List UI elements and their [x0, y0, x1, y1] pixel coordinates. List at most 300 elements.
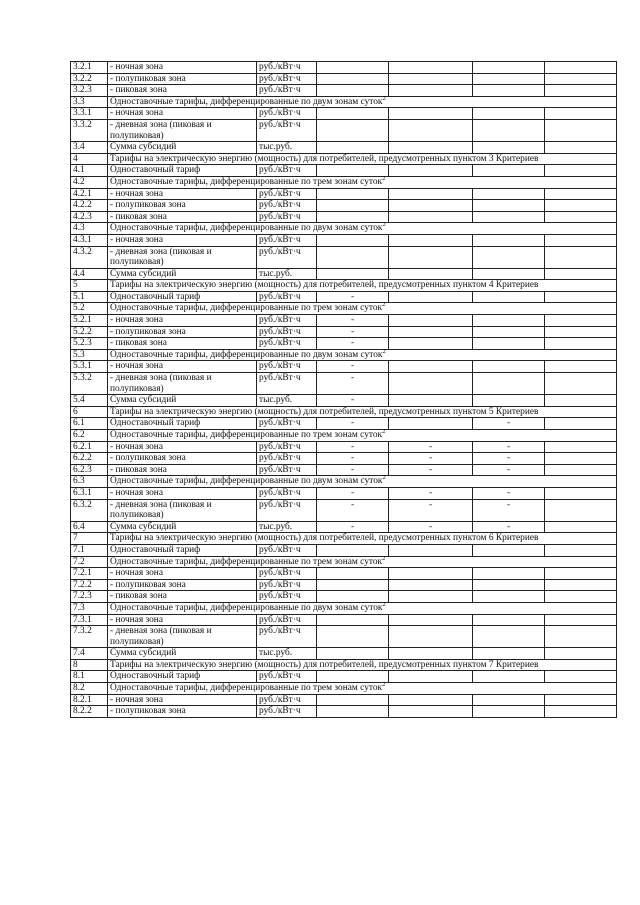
- row-number: 6.4: [71, 521, 108, 533]
- value-cell: [317, 544, 389, 556]
- tariff-table: [70, 61, 617, 718]
- section-title: [108, 427, 617, 442]
- value-cell: [389, 200, 473, 212]
- row-name: - полупиковая зона: [108, 73, 257, 85]
- table-row: [71, 579, 617, 591]
- row-number: 7.3.2: [71, 626, 108, 648]
- value-cell: [545, 487, 617, 499]
- table-row: [71, 119, 617, 141]
- row-number: 7.4: [71, 648, 108, 660]
- row-unit: руб./кВт·ч: [257, 499, 317, 521]
- value-cell: [389, 234, 473, 246]
- row-name: - ночная зона: [108, 614, 257, 626]
- value-cell: [473, 361, 545, 373]
- section-title: [108, 556, 617, 568]
- row-unit: тыс.руб.: [257, 268, 317, 280]
- value-cell: -: [473, 418, 545, 430]
- table-row: [71, 499, 617, 521]
- table-row: [71, 373, 617, 395]
- value-cell: -: [473, 499, 545, 521]
- value-cell: [545, 579, 617, 591]
- row-number: 6.2.2: [71, 453, 108, 465]
- value-cell: [545, 338, 617, 350]
- row-number: 8.1: [71, 671, 108, 683]
- value-cell: [545, 142, 617, 154]
- value-cell: [545, 648, 617, 660]
- value-cell: -: [389, 453, 473, 465]
- footnote-marker: 2: [382, 347, 386, 355]
- value-cell: [317, 211, 389, 223]
- row-name: - пиковая зона: [108, 591, 257, 603]
- row-number: 7: [71, 533, 108, 545]
- row-number: 6.2.3: [71, 464, 108, 476]
- table-row: [71, 108, 617, 120]
- row-unit: руб./кВт·ч: [257, 246, 317, 268]
- value-cell: -: [317, 315, 389, 327]
- section-row: [71, 223, 617, 235]
- row-number: 5: [71, 280, 108, 292]
- row-number: 8.2: [71, 683, 108, 695]
- row-number: 3.3.2: [71, 119, 108, 141]
- value-cell: [389, 648, 473, 660]
- value-cell: [545, 694, 617, 706]
- row-number: 3.3: [71, 96, 108, 108]
- footnote-marker: 2: [382, 94, 386, 102]
- value-cell: [473, 108, 545, 120]
- value-cell: [389, 119, 473, 141]
- value-cell: [545, 671, 617, 683]
- value-cell: -: [317, 373, 389, 395]
- value-cell: [317, 694, 389, 706]
- value-cell: [473, 246, 545, 268]
- row-unit: руб./кВт·ч: [257, 73, 317, 85]
- row-unit: руб./кВт·ч: [257, 694, 317, 706]
- table-row: [71, 188, 617, 200]
- row-number: 5.4: [71, 395, 108, 407]
- value-cell: [473, 73, 545, 85]
- section-title: [108, 476, 617, 488]
- section-row: [71, 556, 617, 568]
- value-cell: [473, 62, 545, 74]
- value-cell: [545, 315, 617, 327]
- row-number: 6.1: [71, 418, 108, 430]
- section-row: [71, 96, 617, 108]
- row-number: 4.2.2: [71, 200, 108, 212]
- row-number: 8.2.1: [71, 694, 108, 706]
- row-name: - полупиковая зона: [108, 326, 257, 338]
- row-unit: руб./кВт·ч: [257, 464, 317, 476]
- row-number: 5.3.1: [71, 361, 108, 373]
- row-name: - полупиковая зона: [108, 200, 257, 212]
- value-cell: [545, 453, 617, 465]
- value-cell: [473, 671, 545, 683]
- table-row: [71, 706, 617, 718]
- value-cell: [545, 234, 617, 246]
- row-unit: руб./кВт·ч: [257, 614, 317, 626]
- row-unit: руб./кВт·ч: [257, 211, 317, 223]
- table-row: [71, 211, 617, 223]
- row-unit: тыс.руб.: [257, 521, 317, 533]
- value-cell: [317, 188, 389, 200]
- section-title-text: Тарифы на электрическую энергию (мощность) для потребителей, предусмотренных пунктом 5 Критериев: [110, 406, 539, 417]
- section-title-text: Одноставочные тарифы, дифференцированные по двум зонам суток: [110, 223, 383, 234]
- table-row: [71, 361, 617, 373]
- section-title-text: Одноставочные тарифы, дифференцированные по двум зонам суток: [110, 349, 383, 360]
- row-name: Сумма субсидий: [108, 521, 257, 533]
- row-name: - ночная зона: [108, 568, 257, 580]
- table-row: [71, 671, 617, 683]
- value-cell: [473, 338, 545, 350]
- value-cell: -: [473, 487, 545, 499]
- value-cell: -: [389, 441, 473, 453]
- table-row: [71, 568, 617, 580]
- section-title: [108, 602, 617, 614]
- section-title: [108, 153, 617, 165]
- row-name: - ночная зона: [108, 441, 257, 453]
- section-title-text: Одноставочные тарифы, дифференцированные по трем зонам суток: [110, 176, 383, 187]
- value-cell: [389, 568, 473, 580]
- value-cell: -: [317, 487, 389, 499]
- row-name: - полупиковая зона: [108, 453, 257, 465]
- value-cell: [473, 395, 545, 407]
- value-cell: [545, 85, 617, 97]
- value-cell: [389, 694, 473, 706]
- value-cell: -: [317, 361, 389, 373]
- row-number: 6.2: [71, 430, 108, 442]
- value-cell: [389, 338, 473, 350]
- section-title: [108, 680, 617, 695]
- value-cell: [545, 626, 617, 648]
- row-name: - ночная зона: [108, 188, 257, 200]
- row-number: 7.2.2: [71, 579, 108, 591]
- value-cell: -: [389, 521, 473, 533]
- value-cell: -: [473, 453, 545, 465]
- row-unit: руб./кВт·ч: [257, 579, 317, 591]
- value-cell: [389, 579, 473, 591]
- table-row: [71, 268, 617, 280]
- value-cell: [389, 142, 473, 154]
- value-cell: [317, 165, 389, 177]
- value-cell: [473, 579, 545, 591]
- value-cell: -: [317, 464, 389, 476]
- row-number: 5.1: [71, 291, 108, 303]
- row-unit: руб./кВт·ч: [257, 626, 317, 648]
- row-unit: руб./кВт·ч: [257, 487, 317, 499]
- value-cell: [317, 108, 389, 120]
- value-cell: [473, 119, 545, 141]
- table-row: [71, 453, 617, 465]
- footnote-marker: 2: [382, 600, 386, 608]
- value-cell: [545, 246, 617, 268]
- value-cell: [317, 62, 389, 74]
- row-name: - пиковая зона: [108, 85, 257, 97]
- value-cell: [545, 62, 617, 74]
- footnote-marker: 2: [382, 680, 386, 688]
- row-number: 4.3.2: [71, 246, 108, 268]
- row-name: - ночная зона: [108, 62, 257, 74]
- row-number: 4.3.1: [71, 234, 108, 246]
- row-unit: руб./кВт·ч: [257, 200, 317, 212]
- value-cell: [317, 268, 389, 280]
- section-title: [108, 280, 617, 292]
- row-number: 7.2.1: [71, 568, 108, 580]
- value-cell: [545, 165, 617, 177]
- value-cell: [473, 268, 545, 280]
- value-cell: [389, 73, 473, 85]
- row-name: Сумма субсидий: [108, 648, 257, 660]
- value-cell: [389, 211, 473, 223]
- value-cell: [473, 626, 545, 648]
- row-name: - полупиковая зона: [108, 706, 257, 718]
- value-cell: [545, 268, 617, 280]
- value-cell: [389, 361, 473, 373]
- section-row: [71, 406, 617, 418]
- row-unit: руб./кВт·ч: [257, 373, 317, 395]
- section-row: [71, 430, 617, 442]
- value-cell: [317, 591, 389, 603]
- value-cell: [317, 648, 389, 660]
- section-title: [108, 96, 617, 108]
- value-cell: [389, 418, 473, 430]
- footnote-marker: 2: [382, 474, 386, 482]
- footnote-marker: 2: [382, 221, 386, 229]
- row-number: 4.4: [71, 268, 108, 280]
- row-unit: руб./кВт·ч: [257, 326, 317, 338]
- table-row: [71, 418, 617, 430]
- value-cell: [473, 544, 545, 556]
- row-number: 5.2: [71, 303, 108, 315]
- value-cell: [317, 73, 389, 85]
- table-row: [71, 246, 617, 268]
- value-cell: [473, 291, 545, 303]
- value-cell: [473, 315, 545, 327]
- value-cell: [317, 119, 389, 141]
- row-name: - ночная зона: [108, 487, 257, 499]
- row-number: 5.3.2: [71, 373, 108, 395]
- table-body: [71, 62, 617, 718]
- row-number: 6.3.1: [71, 487, 108, 499]
- value-cell: [473, 326, 545, 338]
- value-cell: [545, 591, 617, 603]
- row-name: - пиковая зона: [108, 464, 257, 476]
- value-cell: [473, 211, 545, 223]
- row-unit: руб./кВт·ч: [257, 706, 317, 718]
- value-cell: [545, 568, 617, 580]
- row-name: Одноставочный тариф: [108, 544, 257, 556]
- table-row: [71, 326, 617, 338]
- section-title-text: Тарифы на электрическую энергию (мощность) для потребителей, предусмотренных пунктом 7 Критериев: [110, 659, 539, 670]
- value-cell: [473, 142, 545, 154]
- row-name: Одноставочный тариф: [108, 291, 257, 303]
- value-cell: [545, 706, 617, 718]
- row-name: - ночная зона: [108, 108, 257, 120]
- table-row: [71, 464, 617, 476]
- row-unit: руб./кВт·ч: [257, 188, 317, 200]
- value-cell: [545, 291, 617, 303]
- value-cell: -: [317, 291, 389, 303]
- table-row: [71, 694, 617, 706]
- table-row: [71, 591, 617, 603]
- row-number: 8.2.2: [71, 706, 108, 718]
- value-cell: [545, 418, 617, 430]
- value-cell: [389, 188, 473, 200]
- section-title-text: Одноставочные тарифы, дифференцированные по трем зонам суток: [110, 683, 383, 694]
- value-cell: [545, 73, 617, 85]
- table-row: [71, 234, 617, 246]
- section-title: [108, 223, 617, 235]
- row-number: 8: [71, 659, 108, 671]
- row-number: 6.2.1: [71, 441, 108, 453]
- section-title-text: Одноставочные тарифы, дифференцированные по двум зонам суток: [110, 602, 383, 613]
- section-title-text: Тарифы на электрическую энергию (мощность) для потребителей, предусмотренных пунктом 4 Критериев: [110, 280, 539, 291]
- table-row: [71, 544, 617, 556]
- row-number: 7.2: [71, 556, 108, 568]
- value-cell: [473, 591, 545, 603]
- row-unit: руб./кВт·ч: [257, 315, 317, 327]
- row-name: - дневная зона (пиковая и полупиковая): [108, 626, 257, 648]
- value-cell: [545, 373, 617, 395]
- row-number: 4.2.1: [71, 188, 108, 200]
- row-unit: руб./кВт·ч: [257, 441, 317, 453]
- value-cell: [389, 614, 473, 626]
- row-number: 5.2.2: [71, 326, 108, 338]
- value-cell: [317, 579, 389, 591]
- row-number: 4.2.3: [71, 211, 108, 223]
- value-cell: [473, 706, 545, 718]
- row-unit: руб./кВт·ч: [257, 234, 317, 246]
- value-cell: [545, 499, 617, 521]
- row-unit: тыс.руб.: [257, 395, 317, 407]
- value-cell: -: [389, 499, 473, 521]
- row-number: 4.1: [71, 165, 108, 177]
- value-cell: [473, 648, 545, 660]
- section-row: [71, 659, 617, 671]
- row-name: - пиковая зона: [108, 211, 257, 223]
- row-name: Сумма субсидий: [108, 268, 257, 280]
- value-cell: [473, 373, 545, 395]
- value-cell: [545, 441, 617, 453]
- row-unit: руб./кВт·ч: [257, 338, 317, 350]
- value-cell: [389, 544, 473, 556]
- value-cell: [389, 246, 473, 268]
- value-cell: [389, 315, 473, 327]
- table-row: [71, 200, 617, 212]
- row-name: - дневная зона (пиковая и полупиковая): [108, 246, 257, 268]
- value-cell: [473, 85, 545, 97]
- value-cell: [317, 706, 389, 718]
- value-cell: -: [473, 441, 545, 453]
- table-row: [71, 85, 617, 97]
- section-title-text: Тарифы на электрическую энергию (мощность) для потребителей, предусмотренных пунктом 6 Критериев: [110, 533, 539, 544]
- value-cell: -: [473, 521, 545, 533]
- value-cell: [317, 246, 389, 268]
- value-cell: [545, 544, 617, 556]
- value-cell: [317, 568, 389, 580]
- section-title-text: Одноставочные тарифы, дифференцированные по двум зонам суток: [110, 96, 383, 107]
- row-number: 3.2.1: [71, 62, 108, 74]
- table-row: [71, 626, 617, 648]
- row-name: - ночная зона: [108, 234, 257, 246]
- section-title: [108, 303, 617, 315]
- row-name: Одноставочный тариф: [108, 418, 257, 430]
- row-unit: руб./кВт·ч: [257, 85, 317, 97]
- row-name: Одноставочный тариф: [108, 671, 257, 683]
- section-row: [71, 602, 617, 614]
- value-cell: [389, 395, 473, 407]
- row-number: 4: [71, 153, 108, 165]
- table-row: [71, 521, 617, 533]
- section-row: [71, 683, 617, 695]
- value-cell: [389, 626, 473, 648]
- value-cell: [545, 119, 617, 141]
- table-row: [71, 614, 617, 626]
- row-unit: руб./кВт·ч: [257, 453, 317, 465]
- row-number: 4.2: [71, 176, 108, 188]
- row-number: 5.2.3: [71, 338, 108, 350]
- value-cell: [317, 671, 389, 683]
- value-cell: [473, 614, 545, 626]
- section-row: [71, 533, 617, 545]
- value-cell: [545, 361, 617, 373]
- value-cell: [317, 142, 389, 154]
- section-title: [108, 406, 617, 418]
- value-cell: -: [317, 418, 389, 430]
- value-cell: [473, 200, 545, 212]
- section-row: [71, 176, 617, 188]
- value-cell: [389, 165, 473, 177]
- row-unit: руб./кВт·ч: [257, 568, 317, 580]
- section-row: [71, 280, 617, 292]
- row-unit: руб./кВт·ч: [257, 165, 317, 177]
- value-cell: [545, 200, 617, 212]
- section-row: [71, 476, 617, 488]
- section-title-text: Тарифы на электрическую энергию (мощность) для потребителей, предусмотренных пунктом 3 Критериев: [110, 153, 539, 164]
- row-unit: руб./кВт·ч: [257, 361, 317, 373]
- row-number: 3.2.2: [71, 73, 108, 85]
- value-cell: [545, 395, 617, 407]
- value-cell: -: [317, 499, 389, 521]
- value-cell: [545, 326, 617, 338]
- row-number: 4.3: [71, 223, 108, 235]
- table-row: [71, 648, 617, 660]
- row-unit: руб./кВт·ч: [257, 671, 317, 683]
- value-cell: -: [473, 464, 545, 476]
- section-title-text: Одноставочные тарифы, дифференцированные по трем зонам суток: [110, 303, 383, 314]
- table-row: [71, 441, 617, 453]
- value-cell: [473, 165, 545, 177]
- value-cell: [389, 291, 473, 303]
- row-unit: руб./кВт·ч: [257, 119, 317, 141]
- value-cell: [389, 706, 473, 718]
- section-title: [108, 659, 617, 671]
- row-name: - дневная зона (пиковая и полупиковая): [108, 499, 257, 521]
- value-cell: [389, 85, 473, 97]
- table-row: [71, 165, 617, 177]
- value-cell: [389, 326, 473, 338]
- table-row: [71, 142, 617, 154]
- row-name: - пиковая зона: [108, 338, 257, 350]
- table-row: [71, 73, 617, 85]
- value-cell: [473, 234, 545, 246]
- footnote-marker: 2: [382, 554, 386, 562]
- value-cell: [545, 614, 617, 626]
- footnote-marker: 2: [382, 301, 386, 309]
- row-name: - ночная зона: [108, 315, 257, 327]
- value-cell: -: [317, 441, 389, 453]
- value-cell: [545, 108, 617, 120]
- row-unit: руб./кВт·ч: [257, 108, 317, 120]
- row-unit: руб./кВт·ч: [257, 62, 317, 74]
